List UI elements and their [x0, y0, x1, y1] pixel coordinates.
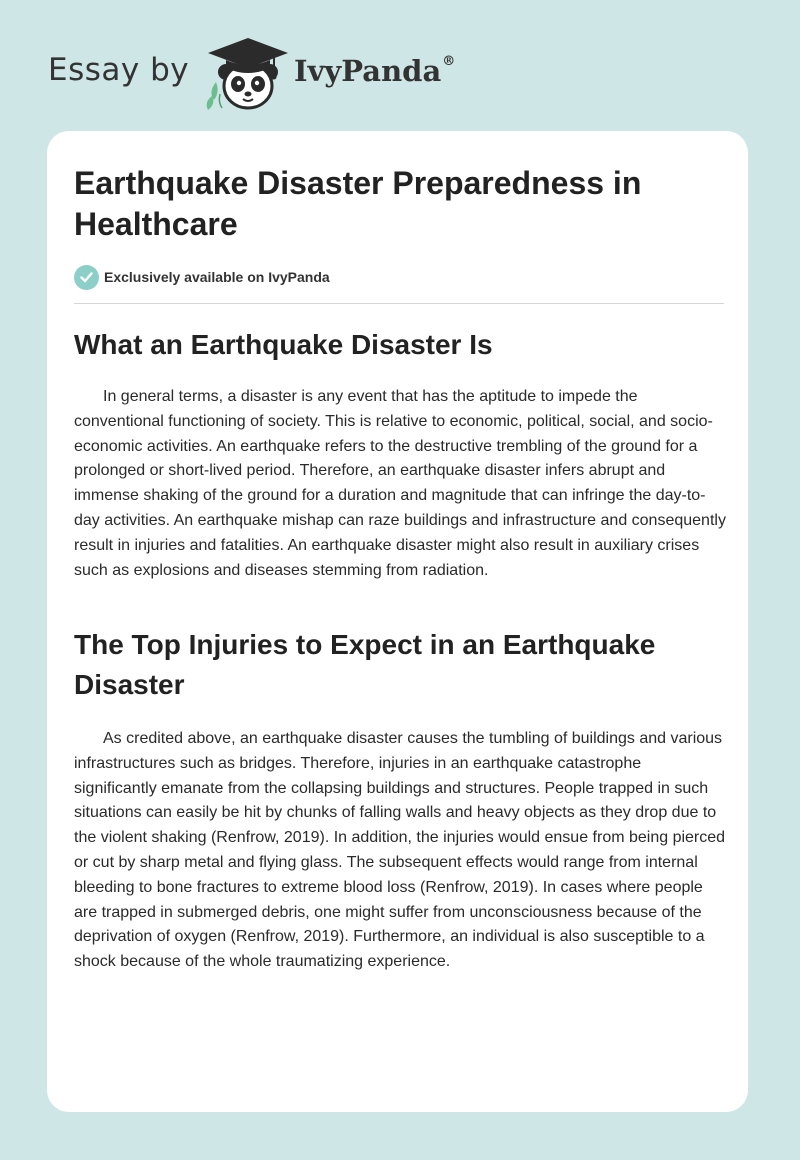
- brand-name-text: IvyPanda: [294, 54, 442, 88]
- exclusive-badge: [74, 264, 330, 290]
- section-heading: What an Earthquake Disaster Is: [74, 329, 493, 360]
- brand-name[interactable]: [294, 54, 455, 88]
- page-title: Earthquake Disaster Preparedness in Healthcare: [74, 165, 642, 242]
- check-circle-icon: [74, 265, 99, 290]
- divider: [74, 303, 724, 304]
- exclusive-label: Exclusively available on IvyPanda: [104, 269, 330, 285]
- registered-mark: ®: [442, 54, 456, 69]
- section-paragraph: As credited above, an earthquake disaster causes the tumbling of buildings and various infrastructures such as bridges. Therefore, injuries in an earthquake catastrophe significantly emanate from the collapsing buildings and structures. People trapped in such situations can easily be hit by chunks of falling walls and heavy objects as they drop due to the violent shaking (Renfrow, 2019). In addition, the injuries would ensue from being pierced or cut by sharp metal and flying glass. The subsequent effects would range from internal bleeding to bone fractures to extreme blood loss (Renfrow, 2019). In cases where people are trapped in submerged debris, one might suffer from unconsciousness because of the deprivation of oxygen (Renfrow, 2019). Furthermore, an individual is also susceptible to a shock because of the whole traumatizing experience.: [74, 730, 726, 971]
- section-paragraph: In general terms, a disaster is any event that has the aptitude to impede the conventional functioning of society. This is relative to economic, political, social, and socio-economic activities. An earthquake refers to the destructive trembling of the ground for a prolonged or short-lived period. Therefore, an earthquake disaster infers abrupt and immense shaking of the ground for a duration and magnitude that can infringe the day-to-day activities. An earthquake mishap can raze buildings and infrastructure and consequently result in injuries and fatalities. An earthquake disaster might also result in auxiliary crises such as explosions and diseases stemming from radiation.: [74, 388, 726, 579]
- essay-card: [47, 131, 748, 1112]
- essay-by-label: Essay by: [48, 52, 190, 88]
- section-heading: The Top Injuries to Expect in an Earthquake Disaster: [74, 629, 656, 700]
- site-header: [48, 32, 608, 112]
- panda-graduate-icon[interactable]: [202, 36, 294, 112]
